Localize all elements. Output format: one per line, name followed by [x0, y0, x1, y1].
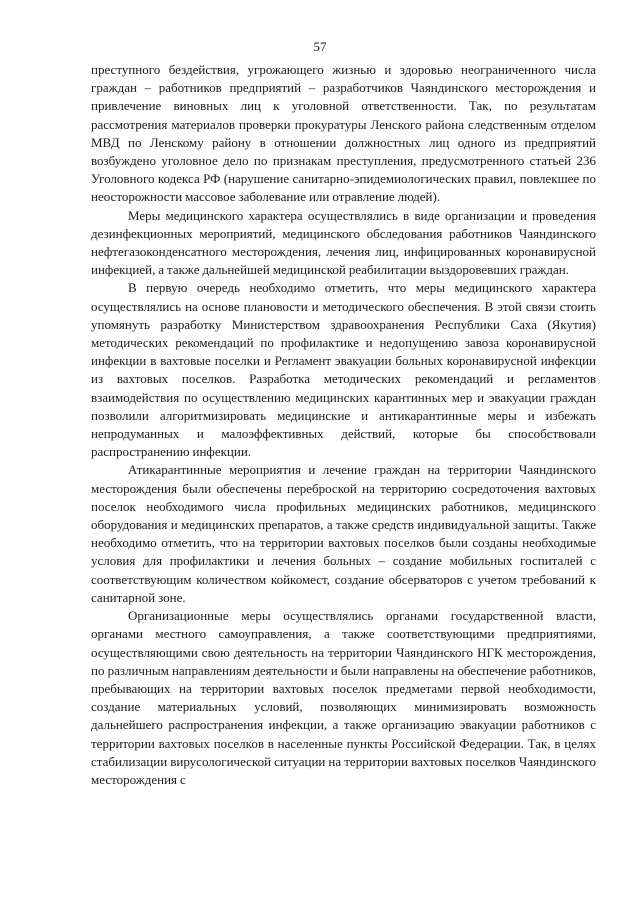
page-number: 57	[313, 39, 327, 54]
paragraph-continuation: преступного бездействия, угрожающего жизнью и здоровью неограниченного числа граждан – работников предприятий – разработчиков Чаяндинского месторождения и привлечение виновных лиц к уголовной ответственности. Так, по результатам рассмотрения материалов проверки прокуратуры Ленского района следственным отделом МВД по Ленскому району в отношении должностных лиц одного из предприятий возбуждено уголовное дело по признакам преступления, предусмотренного статьей 236 Уголовного кодекса РФ (нарушение санитарно-эпидемиологических правил, повлекшее по неосторожности массовое заболевание или отравление людей).	[91, 62, 596, 205]
paragraph-anticarantine: Атикарантинные мероприятия и лечение граждан на территории Чаяндинского месторождения были обеспечены переброской на территорию сосредоточения вахтовых поселок необходимого числа профильных медицинских работников, медицинского оборудования и медицинских препаратов, а также средств индивидуальной защиты. Также необходимо отметить, что на территории вахтовых поселков были созданы необходимые условия для профилактики и лечения больных – создание мобильных госпиталей с соответствующим количеством койкомест, создание обсерваторов с учетом требований к санитарной зоне.	[91, 462, 596, 605]
document-body	[91, 61, 596, 789]
paragraph-organizational-measures: Организационные меры осуществлялись органами государственной власти, органами местного самоуправления, а также соответствующими предприятиями, осуществляющими свою деятельность на территории Чаяндинского НГК месторождения, по различным направлениям деятельности и были направлены на обеспечение работников, пребывающих на территории вахтовых поселок предметами первой необходимости, создание материальных условий, позволяющих минимизировать возможность дальнейшего распространения инфекции, а также организацию эвакуации работников с территории вахтовых поселков в населенные пункты Российской Федерации. Так, в целях стабилизации вирусологической ситуации на территории вахтовых поселков Чаяндинского месторождения с	[91, 608, 596, 787]
paragraph-planning: В первую очередь необходимо отметить, что меры медицинского характера осуществлялись на основе плановости и методического обеспечения. В этой связи стоить упомянуть разработку Министерством здравоохранения Республики Саха (Якутия) методических рекомендаций по профилактике и недопущению завоза коронавирусной инфекции в вахтовые поселки и Регламент эвакуации больных коронавирусной инфекции из вахтовых поселков. Разработка методических рекомендаций и регламентов взаимодействия по осуществлению медицинских карантинных мер и эвакуации граждан позволили алгоритмизировать медицинские и антикарантинные меры и избежать непродуманных и малоэффективных действий, которые бы способствовали распространению инфекции.	[91, 280, 596, 460]
paragraph-medical-measures: Меры медицинского характера осуществлялись в виде организации и проведения дезинфекционных мероприятий, медицинского обследования работников Чаяндинского нефтегазоконденсатного месторождения, лечения лиц, инфицированных коронавирусной инфекцией, а также дальнейшей медицинской реабилитации выздоровевших граждан.	[91, 207, 596, 278]
